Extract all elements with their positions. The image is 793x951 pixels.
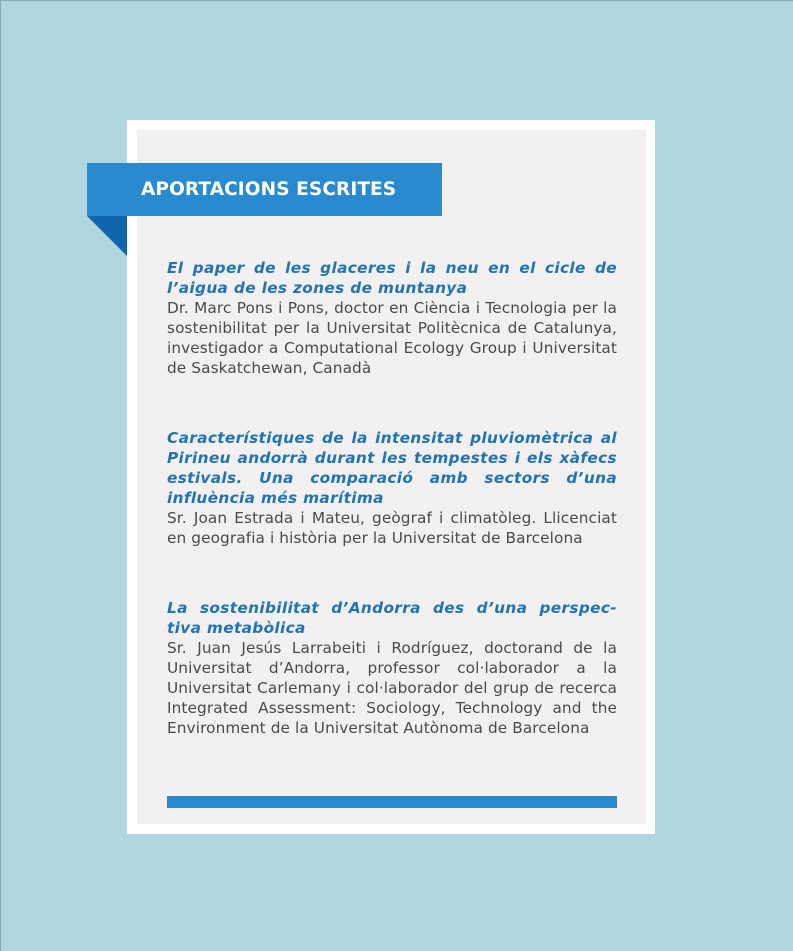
- entry-title: Característiques de la intensitat pluviomètrica al Pirineu andorrà durant les tempestes i els xàfecs estivals. Una comparació amb sectors d’una influència més marítima: [167, 429, 617, 507]
- entry-author: Dr. Marc Pons i Pons, doctor en Ciència i Tecnologia per la sostenibilitat per la Universitat Politècnica de Catalunya, investigador a Computational Ecology Group i Universitat de Saskatchewan, Canadà: [167, 299, 617, 377]
- entry-pluviometrica: [167, 428, 617, 548]
- section-title: APORTACIONS ESCRITES: [141, 179, 397, 200]
- entry-sostenibilitat: [167, 598, 617, 738]
- entry-title: El paper de les glaceres i la neu en el cicle de l’aigua de les zones de muntanya: [167, 259, 617, 297]
- entries-list: [167, 258, 617, 738]
- banner-fold: [87, 216, 127, 256]
- entry-author: Sr. Juan Jesús Larrabeiti i Rodríguez, doctorand de la Universitat d’Andorra, professor col·laborador a la Universitat Carlemany i col·laborador del grup de recerca Integrated Assessment: Sociology, Technology and the Environment de la Universitat Autònoma de Barcelona: [167, 639, 617, 737]
- bottom-accent-bar: [167, 796, 617, 808]
- entry-author: Sr. Joan Estrada i Mateu, geògraf i climatòleg. Llicenciat en geografia i història per la Universitat de Barcelona: [167, 509, 617, 547]
- entry-title: La sostenibilitat d’Andorra des d’una perspec-tiva metabòlica: [167, 599, 617, 637]
- section-banner: [87, 163, 442, 216]
- entry-glaceres: [167, 258, 617, 378]
